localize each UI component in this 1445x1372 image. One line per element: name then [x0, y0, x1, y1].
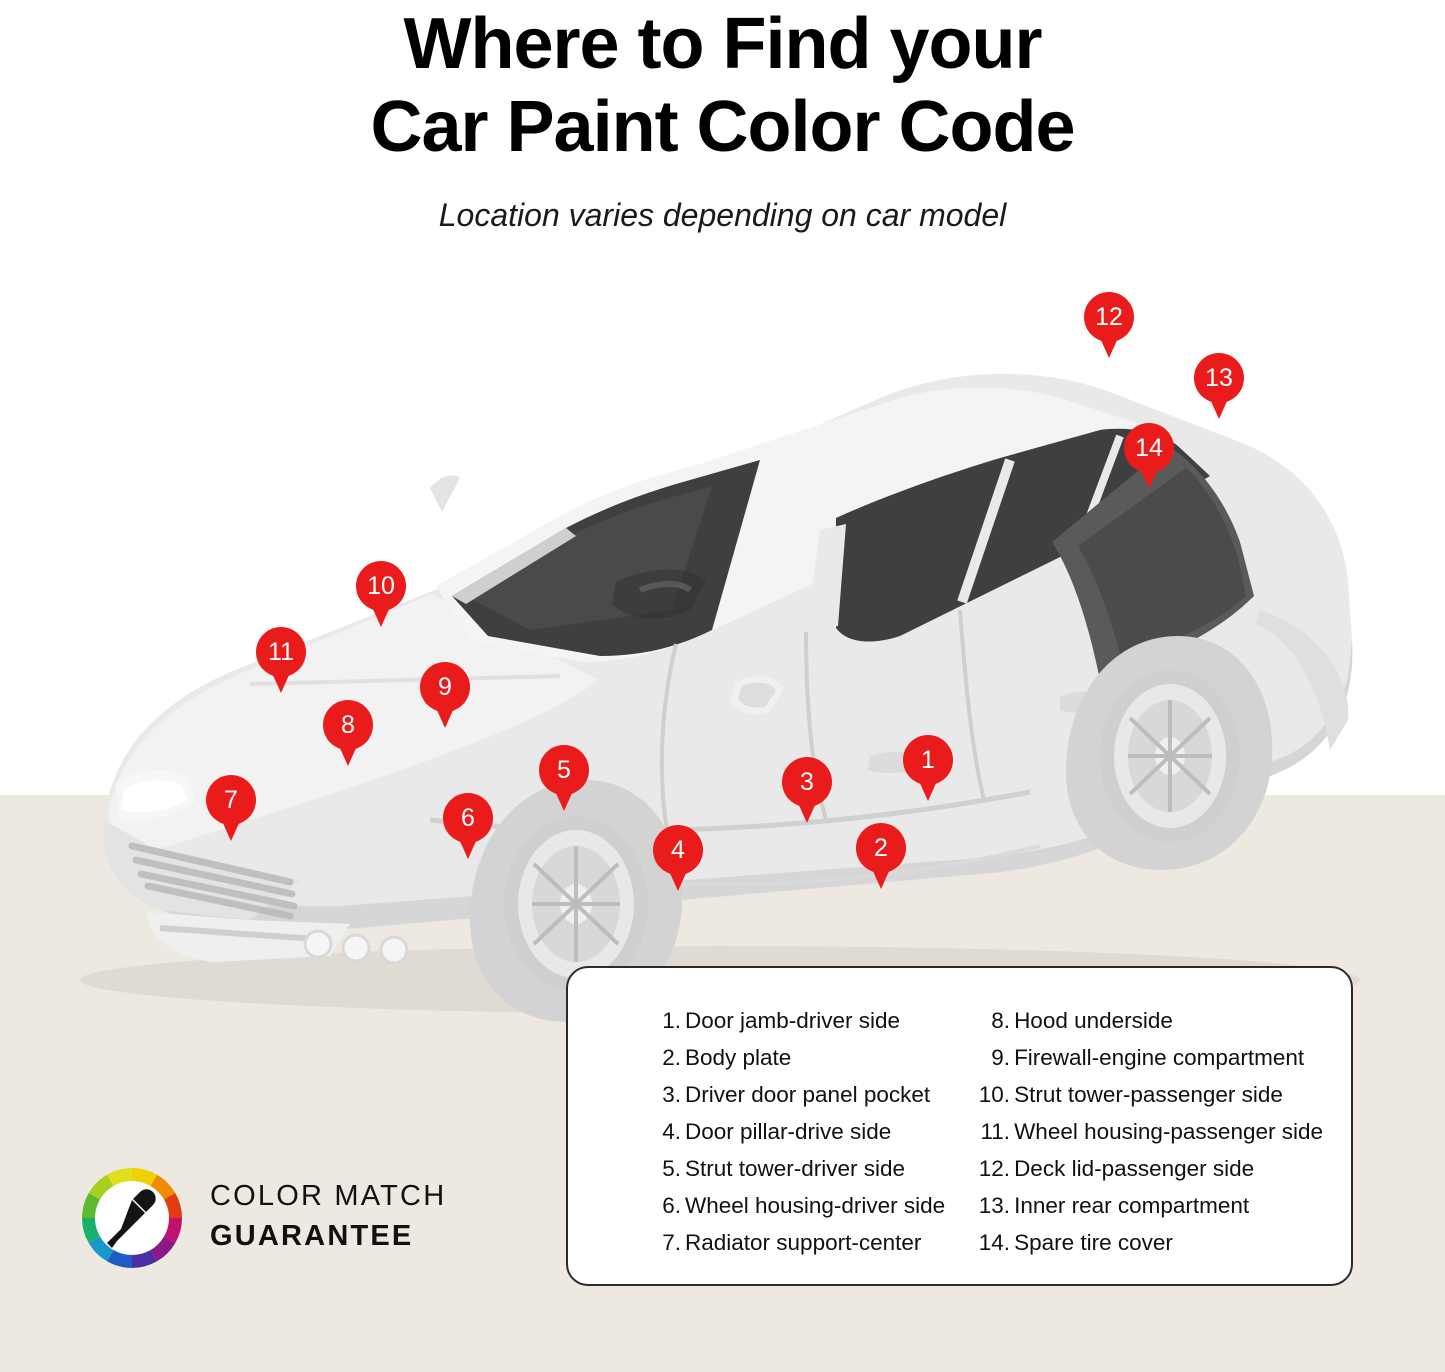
page-header: [0, 0, 1445, 234]
legend-item-index: 8.: [991, 1008, 1011, 1033]
marker-13[interactable]: [1194, 353, 1244, 403]
marker-10[interactable]: [356, 561, 406, 611]
legend-item: [648, 1232, 959, 1255]
legend-item-index: 6.: [662, 1193, 681, 1218]
legend-item-index: 12.: [978, 1156, 1011, 1181]
marker-tail-icon: [339, 746, 357, 766]
legend-item-label: Deck lid-passenger side: [1014, 1156, 1255, 1181]
marker-10-label: 10: [367, 571, 395, 600]
marker-tail-icon: [798, 803, 816, 823]
legend-item-index: 13.: [978, 1193, 1011, 1218]
marker-9-label: 9: [438, 672, 452, 701]
legend-item-label: Radiator support-center: [685, 1230, 922, 1255]
marker-5[interactable]: [539, 745, 589, 795]
marker-tail-icon: [222, 821, 240, 841]
marker-tail-icon: [272, 673, 290, 693]
marker-tail-icon: [459, 839, 477, 859]
legend-item-label: Wheel housing-driver side: [685, 1193, 946, 1218]
marker-4[interactable]: [653, 825, 703, 875]
page-subtitle: Location varies depending on car model: [438, 196, 1007, 233]
legend-item-label: Strut tower-driver side: [685, 1156, 906, 1181]
marker-3[interactable]: [782, 757, 832, 807]
marker-1[interactable]: [903, 735, 953, 785]
legend-item-label: Firewall-engine compartment: [1014, 1045, 1305, 1070]
marker-5-label: 5: [557, 755, 571, 784]
legend-item-label: Driver door panel pocket: [685, 1082, 931, 1107]
legend-item-index: 1.: [662, 1008, 681, 1033]
page-title: [133, 4, 1313, 168]
legend-item: [648, 1195, 959, 1218]
legend-card: [566, 966, 1353, 1286]
marker-14-label: 14: [1135, 433, 1163, 462]
marker-2[interactable]: [856, 823, 906, 873]
legend-item-index: 14.: [978, 1230, 1011, 1255]
legend-item-label: Hood underside: [1014, 1008, 1173, 1033]
legend-item: [977, 1195, 1323, 1218]
legend-item-index: 4.: [662, 1119, 681, 1144]
legend-item: [977, 1121, 1323, 1144]
marker-12-label: 12: [1095, 302, 1123, 331]
logo-line1: COLOR MATCH: [210, 1180, 447, 1212]
marker-4-label: 4: [671, 835, 685, 864]
legend-item: [648, 1047, 959, 1070]
marker-7[interactable]: [206, 775, 256, 825]
marker-11[interactable]: [256, 627, 306, 677]
color-wheel-icon: [76, 1162, 188, 1274]
legend-item-label: Spare tire cover: [1014, 1230, 1173, 1255]
legend-column-right: [959, 1010, 1323, 1284]
legend-item-index: 5.: [662, 1156, 681, 1181]
marker-1-label: 1: [921, 745, 935, 774]
page-title-line2: Car Paint Color Code: [370, 87, 1075, 168]
legend-item-label: Door pillar-drive side: [685, 1119, 892, 1144]
marker-tail-icon: [872, 869, 890, 889]
marker-13-label: 13: [1205, 363, 1233, 392]
marker-6[interactable]: [443, 793, 493, 843]
marker-tail-icon: [1210, 399, 1228, 419]
marker-tail-icon: [1140, 469, 1158, 489]
color-match-guarantee-logo: [76, 1162, 496, 1280]
legend-item-index: 7.: [662, 1230, 681, 1255]
marker-tail-icon: [372, 607, 390, 627]
marker-9[interactable]: [420, 662, 470, 712]
legend-item: [977, 1084, 1323, 1107]
legend-item: [648, 1121, 959, 1144]
logo-text: [210, 1180, 446, 1253]
marker-tail-icon: [555, 791, 573, 811]
legend-item: [648, 1084, 959, 1107]
legend-item-index: 10.: [978, 1082, 1011, 1107]
page-title-line1: Where to Find your: [403, 4, 1042, 84]
logo-line2: GUARANTEE: [210, 1220, 414, 1252]
marker-tail-icon: [669, 871, 687, 891]
legend-item-label: Wheel housing-passenger side: [1014, 1119, 1323, 1144]
marker-2-label: 2: [874, 833, 888, 862]
marker-tail-icon: [436, 708, 454, 728]
legend-item: [648, 1158, 959, 1181]
legend-item-index: 3.: [662, 1082, 681, 1107]
marker-14[interactable]: [1124, 423, 1174, 473]
marker-tail-icon: [1100, 338, 1118, 358]
legend-item-index: 2.: [662, 1045, 681, 1070]
legend-item-label: Inner rear compartment: [1014, 1193, 1250, 1218]
marker-6-label: 6: [461, 803, 475, 832]
legend-columns: [568, 968, 1351, 1284]
legend-item-label: Body plate: [685, 1045, 792, 1070]
marker-12[interactable]: [1084, 292, 1134, 342]
legend-item: [977, 1047, 1323, 1070]
legend-item-label: Door jamb-driver side: [685, 1008, 901, 1033]
legend-item: [648, 1010, 959, 1033]
legend-item: [977, 1158, 1323, 1181]
legend-item-label: Strut tower-passenger side: [1014, 1082, 1283, 1107]
legend-item-index: 9.: [991, 1045, 1011, 1070]
legend-item: [977, 1232, 1323, 1255]
marker-3-label: 3: [800, 767, 814, 796]
legend-item-index: 11.: [980, 1119, 1011, 1144]
legend-column-left: [596, 1010, 959, 1284]
marker-11-label: 11: [268, 637, 294, 666]
marker-8[interactable]: [323, 700, 373, 750]
marker-8-label: 8: [341, 710, 355, 739]
marker-7-label: 7: [224, 785, 238, 814]
legend-item: [977, 1010, 1323, 1033]
marker-tail-icon: [919, 781, 937, 801]
